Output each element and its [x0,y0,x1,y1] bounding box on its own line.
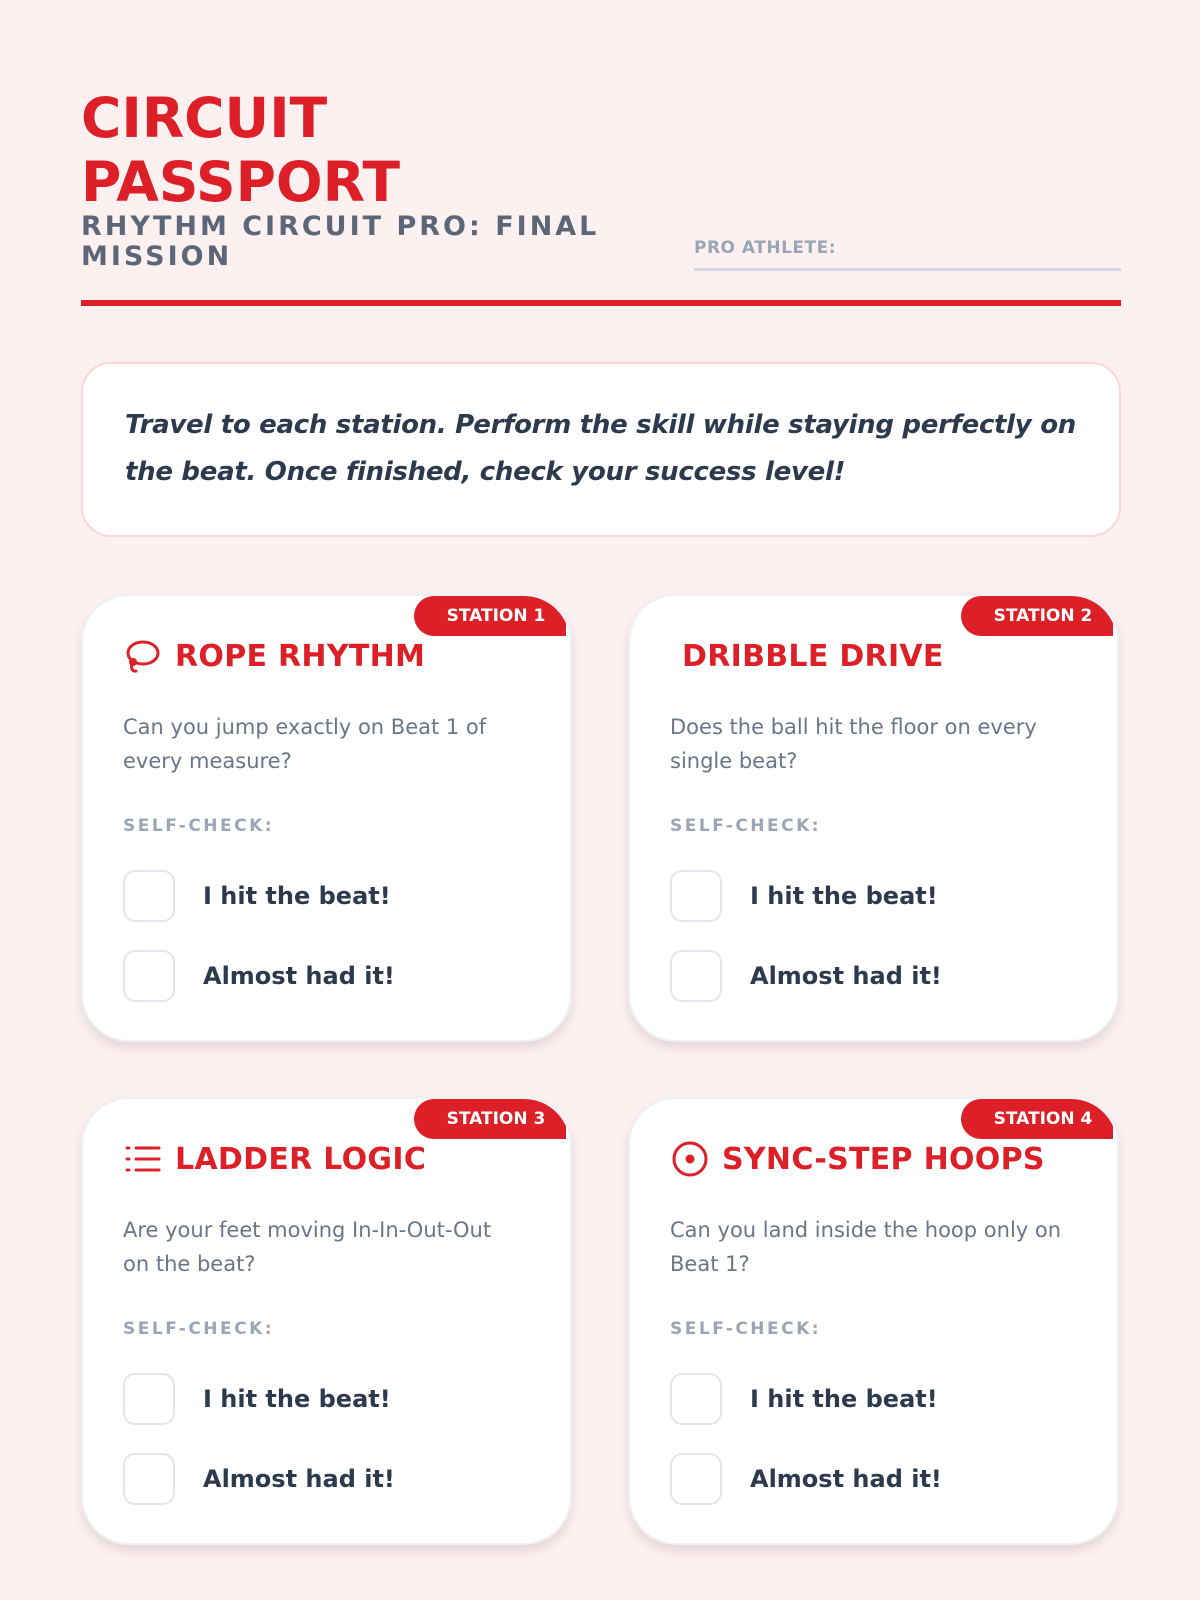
self-check-label: SELF-CHECK: [670,1319,822,1339]
option-almost-had-it[interactable] [123,950,395,1002]
self-check-label: SELF-CHECK: [670,816,822,836]
option-hit-the-beat[interactable] [670,1373,938,1425]
option-label: I hit the beat! [203,882,391,910]
option-label: I hit the beat! [750,882,938,910]
station-badge: STATION 4 [961,1099,1113,1139]
option-label: Almost had it! [203,1465,395,1493]
instructions-text: Travel to each station. Perform the skill while staying perfectly on the beat. Once finished, check your success level! [125,410,1076,487]
option-label: I hit the beat! [203,1385,391,1413]
option-almost-had-it[interactable] [123,1453,395,1505]
station-title: LADDER LOGIC [175,1141,427,1177]
station-card-3 [81,1097,572,1545]
option-hit-the-beat[interactable] [670,870,938,922]
page-header [81,86,1121,308]
checkbox[interactable] [123,870,175,922]
option-label: Almost had it! [750,962,942,990]
target-icon [670,1139,710,1179]
station-title: SYNC-STEP HOOPS [722,1141,1045,1177]
station-badge: STATION 1 [414,596,566,636]
station-description: Can you jump exactly on Beat 1 of every measure? [123,715,487,773]
checkbox[interactable] [123,1453,175,1505]
station-description: Are your feet moving In-In-Out-Out on the beat? [123,1218,492,1276]
checkbox[interactable] [123,1373,175,1425]
checkbox[interactable] [670,1373,722,1425]
checkbox[interactable] [670,870,722,922]
page-title-line-1: CIRCUIT [81,86,328,150]
page-title-line-2: PASSPORT [81,150,401,214]
checkbox[interactable] [670,1453,722,1505]
header-divider [81,300,1121,306]
athlete-name-field[interactable] [694,238,1121,271]
option-label: Almost had it! [750,1465,942,1493]
list-icon [123,1139,163,1179]
station-header [670,634,944,678]
page-title [81,86,641,214]
option-hit-the-beat[interactable] [123,870,391,922]
station-card-1 [81,594,572,1042]
station-header [123,634,425,678]
option-almost-had-it[interactable] [670,950,942,1002]
option-almost-had-it[interactable] [670,1453,942,1505]
option-hit-the-beat[interactable] [123,1373,391,1425]
self-check-label: SELF-CHECK: [123,816,275,836]
station-header [123,1137,426,1181]
station-title: DRIBBLE DRIVE [682,638,944,674]
station-badge: STATION 3 [414,1099,566,1139]
instructions-box [81,362,1121,537]
station-badge: STATION 2 [961,596,1113,636]
page-subtitle: RHYTHM CIRCUIT PRO: FINAL MISSION [81,211,600,272]
station-title: ROPE RHYTHM [175,638,426,674]
option-label: I hit the beat! [750,1385,938,1413]
checkbox[interactable] [670,950,722,1002]
station-card-4 [628,1097,1119,1545]
checkbox[interactable] [123,950,175,1002]
station-description: Does the ball hit the floor on every single beat? [670,715,1037,773]
lasso-icon [123,636,163,676]
station-description: Can you land inside the hoop only on Beat 1? [670,1218,1062,1276]
option-label: Almost had it! [203,962,395,990]
station-header [670,1137,1045,1181]
athlete-name-label: PRO ATHLETE: [694,238,837,258]
self-check-label: SELF-CHECK: [123,1319,275,1339]
station-card-2 [628,594,1119,1042]
